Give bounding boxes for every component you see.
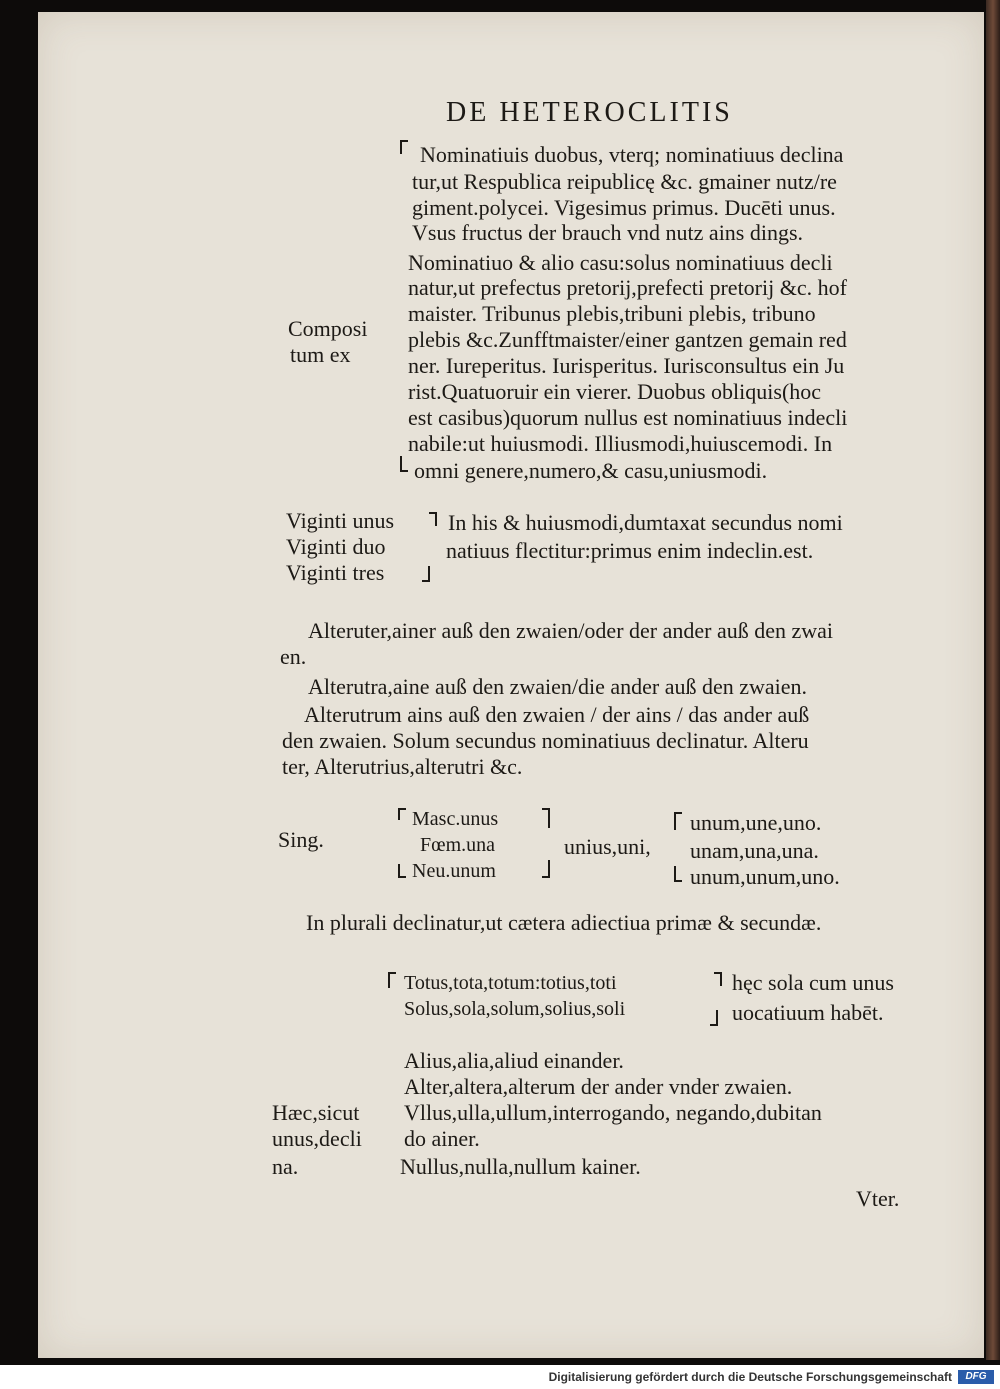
digitization-footer bbox=[0, 1365, 1000, 1389]
footer-text: Digitalisierung gefördert durch die Deutsche Forschungsgemeinschaft bbox=[548, 1370, 952, 1384]
viginti-item: Viginti unus bbox=[286, 508, 395, 533]
text-line: den zwaien. Solum secundus nominatiuus declinatur. Alteru bbox=[282, 728, 809, 753]
text-line: Totus,tota,totum:totius,toti bbox=[404, 972, 617, 994]
sing-form: Neu.unum bbox=[412, 860, 496, 882]
text-line: Alius,alia,aliud einander. bbox=[404, 1048, 624, 1073]
sing-form: unum,unum,uno. bbox=[690, 864, 840, 889]
bracket-close-bottom bbox=[674, 866, 682, 882]
text-line: In plurali declinatur,ut cætera adiectiua primæ & secundæ. bbox=[306, 910, 822, 935]
text-line: ter, Alterutrius,alterutri &c. bbox=[282, 754, 523, 779]
text-line: Nominatiuo & alio casu:solus nominatiuus decli bbox=[408, 250, 833, 275]
text-line: Vsus fructus der brauch vnd nutz ains dings. bbox=[412, 220, 804, 245]
sing-form: unum,une,uno. bbox=[690, 810, 822, 835]
sing-label: Sing. bbox=[278, 827, 324, 852]
text-line: omni genere,numero,& casu,uniusmodi. bbox=[414, 458, 768, 483]
bracket-open-top bbox=[674, 812, 682, 830]
margin-note: na. bbox=[272, 1154, 299, 1179]
bracket-close-bottom bbox=[400, 456, 408, 472]
text-line: giment.polycei. Vigesimus primus. Ducēti unus. bbox=[412, 195, 836, 220]
text-line: Nominatiuis duobus, vterq; nominatiuus declina bbox=[420, 142, 844, 167]
bracket-right-bottom bbox=[542, 860, 550, 878]
bracket-right-bottom bbox=[422, 566, 430, 582]
text-line: natur,ut prefectus pretorij,prefecti pretorij &c. hof bbox=[408, 275, 847, 300]
text-line: Alter,altera,alterum der ander vnder zwaien. bbox=[404, 1074, 793, 1099]
text-line: In his & huiusmodi,dumtaxat secundus nomi bbox=[448, 510, 843, 535]
text-line: Alterutrum ains auß den zwaien / der ains / das ander auß bbox=[304, 702, 810, 727]
book-spine-edge bbox=[986, 0, 1000, 1360]
text-line: Solus,sola,solum,solius,soli bbox=[404, 998, 626, 1020]
text-line: Alteruter,ainer auß den zwaien/oder der ander auß den zwai bbox=[308, 618, 834, 643]
catchword: Vter. bbox=[856, 1186, 900, 1211]
bracket-right-bottom bbox=[710, 1010, 718, 1026]
viginti-item: Viginti tres bbox=[286, 560, 385, 585]
text-line: natiuus flectitur:primus enim indeclin.est. bbox=[446, 538, 814, 563]
text-line: Nullus,nulla,nullum kainer. bbox=[400, 1154, 641, 1179]
bracket-close-bottom bbox=[398, 864, 406, 878]
sing-form: Fœm.una bbox=[420, 834, 495, 856]
bracket-right-top bbox=[542, 808, 550, 828]
text-line: en. bbox=[280, 644, 307, 669]
dfg-logo: DFG bbox=[958, 1370, 994, 1384]
text-line: est casibus)quorum nullus est nominatiuus indecli bbox=[408, 405, 848, 430]
text-line: maister. Tribunus plebis,tribuni plebis, tribuno bbox=[408, 301, 816, 326]
bracket-open-top bbox=[388, 972, 396, 988]
bracket-open-top bbox=[400, 140, 408, 154]
margin-note: tum ex bbox=[290, 342, 351, 367]
text-line: uocatiuum habēt. bbox=[732, 1000, 884, 1025]
text-line: rist.Quatuoruir ein vierer. Duobus obliquis(hoc bbox=[408, 379, 822, 404]
text-line: Vllus,ulla,ullum,interrogando, negando,dubitan bbox=[404, 1100, 822, 1125]
text-line: ner. Iureperitus. Iurisperitus. Iurisconsultus ein Ju bbox=[408, 353, 845, 378]
margin-note: Hæc,sicut bbox=[272, 1100, 360, 1125]
bracket-right-top bbox=[714, 972, 722, 986]
book-page bbox=[38, 12, 984, 1358]
text-line: hęc sola cum unus bbox=[732, 970, 894, 995]
sing-form: unam,una,una. bbox=[690, 838, 819, 863]
page-heading: DE HETEROCLITIS bbox=[446, 97, 733, 128]
sing-form: Masc.unus bbox=[412, 808, 499, 830]
sing-mid: unius,uni, bbox=[564, 834, 651, 859]
bracket-right-top bbox=[429, 512, 437, 526]
viginti-item: Viginti duo bbox=[286, 534, 386, 559]
text-line: nabile:ut huiusmodi. Illiusmodi,huiuscemodi. In bbox=[408, 431, 833, 456]
text-line: Alterutra,aine auß den zwaien/die ander auß den zwaien. bbox=[308, 674, 808, 699]
bracket-open-top bbox=[398, 808, 406, 820]
text-line: plebis &c.Zunfftmaister/einer gantzen gemain red bbox=[408, 327, 847, 352]
margin-note: Composi bbox=[288, 316, 368, 341]
margin-note: unus,decli bbox=[272, 1126, 362, 1151]
text-line: tur,ut Respublica reipublicę &c. gmainer nutz/re bbox=[412, 169, 837, 194]
text-line: do ainer. bbox=[404, 1126, 480, 1151]
